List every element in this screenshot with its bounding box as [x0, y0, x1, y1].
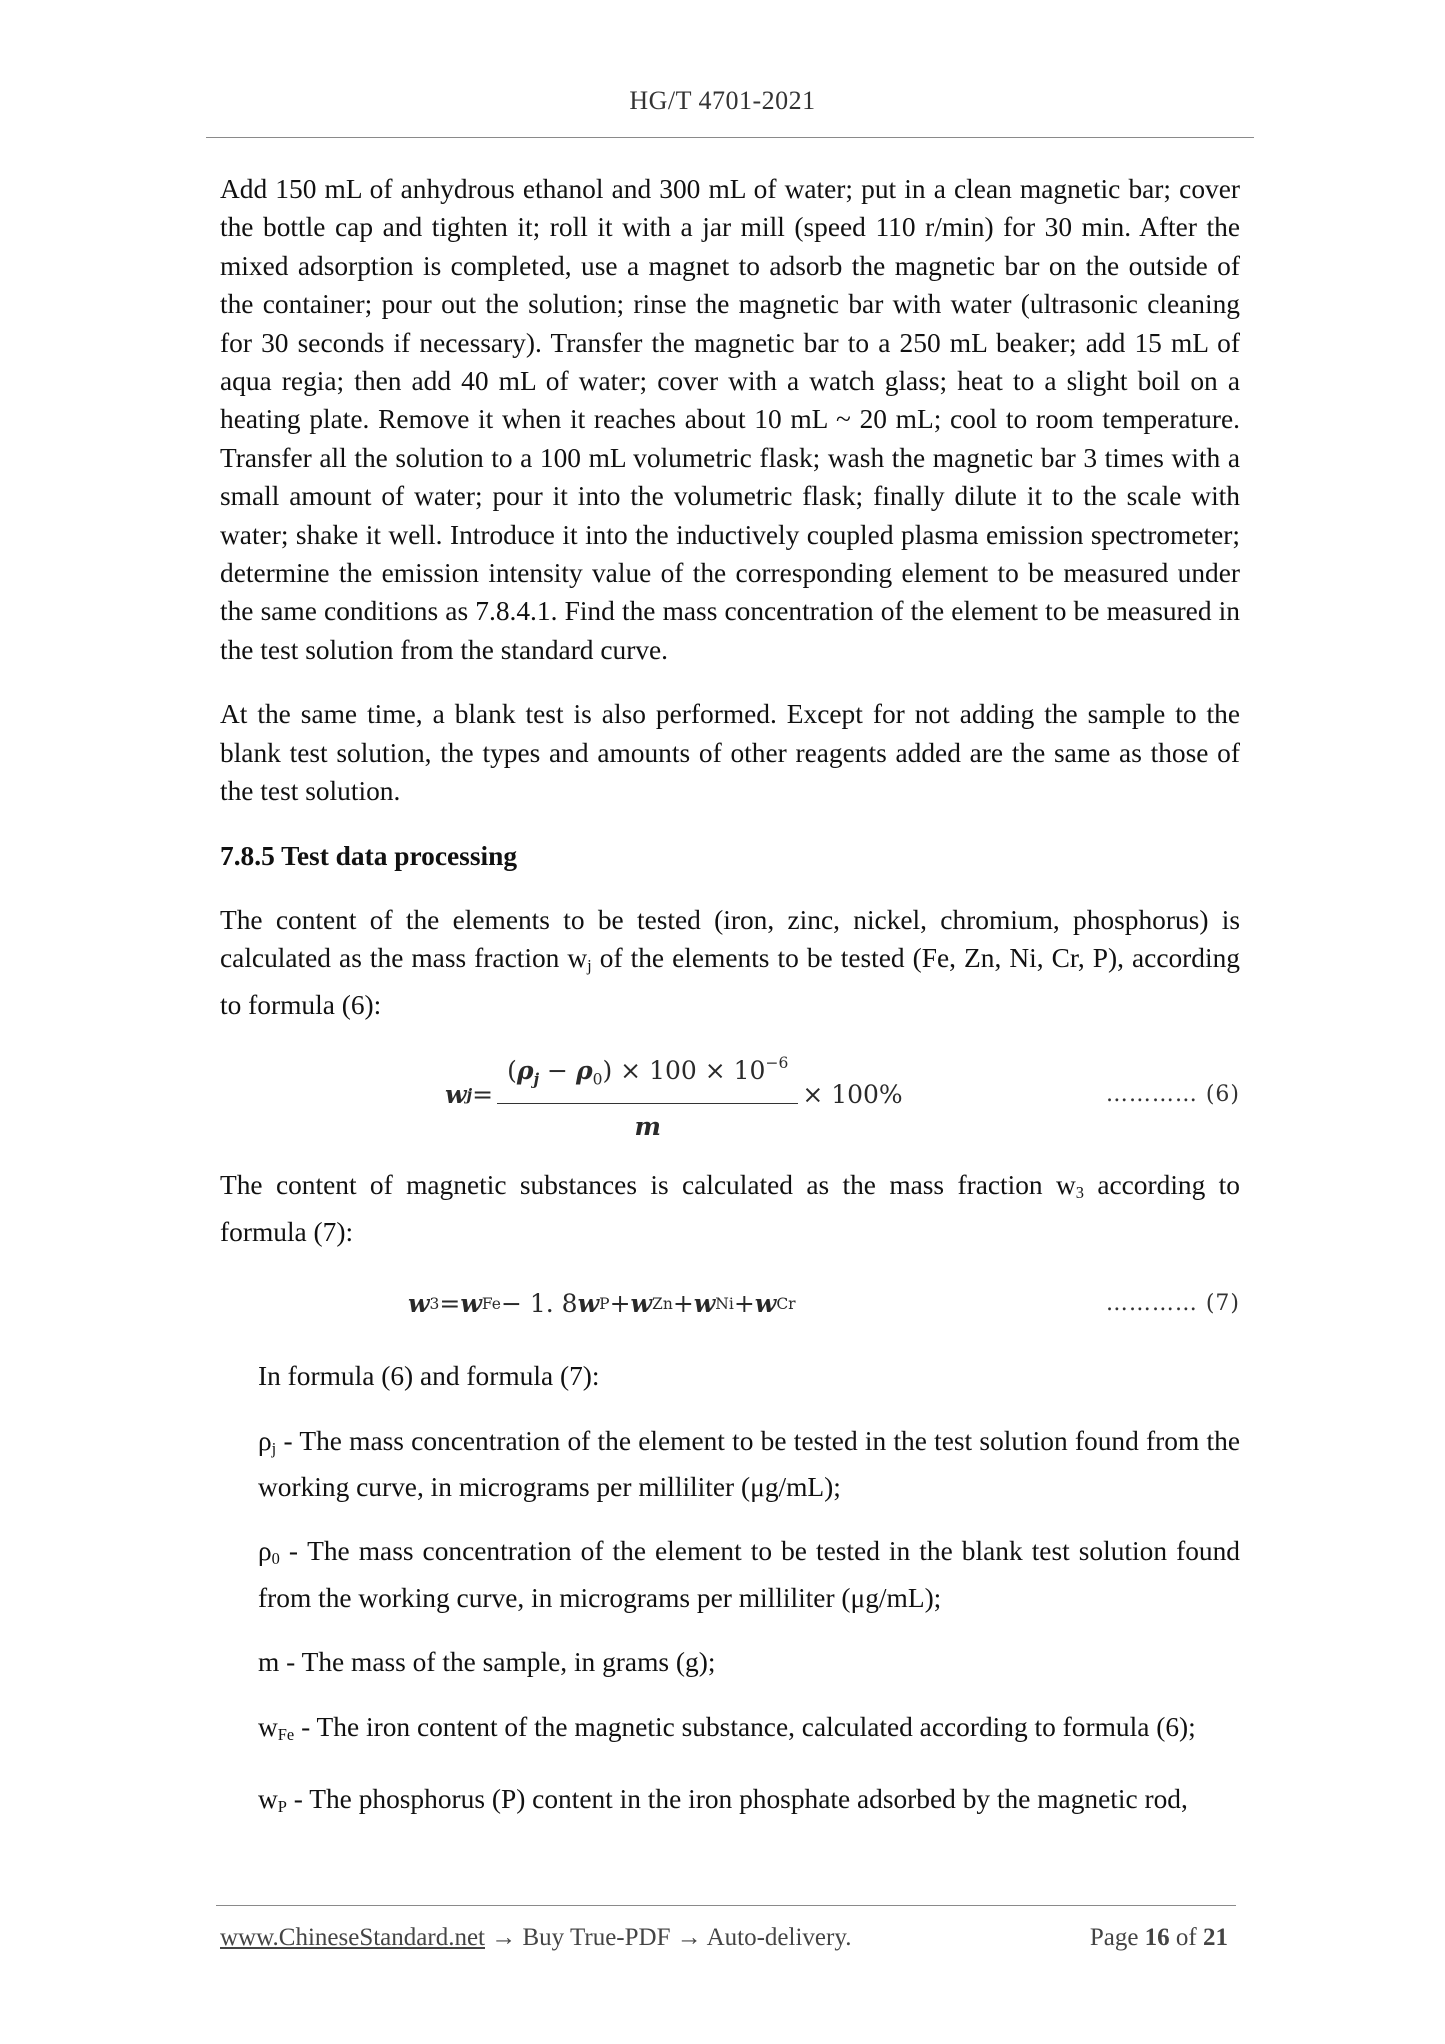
page-header-standard-id: HG/T 4701-2021	[629, 86, 816, 115]
definition-w-p: wP - The phosphorus (P) content in the iron phosphate adsorbed by the magnetic rod,	[258, 1784, 1188, 1817]
definition-m: m - The mass of the sample, in grams (g);	[258, 1647, 716, 1678]
formula-7	[220, 1277, 1240, 1331]
formula-6-number: ………… (6)	[1105, 1082, 1240, 1108]
formula-7-number: ………… (7)	[1105, 1290, 1240, 1316]
formula-6-fraction: $\frac{(\rho_j - \rho_0) \times 100 \times 10^{-6}}{m}$	[497, 1044, 798, 1146]
paragraph-elements-content: The content of the elements to be tested (iron, zinc, nickel, chromium, phosphorus) is calculated as the mass fraction wj of the elements to be tested (Fe, Zn, Ni, Cr, P), according to formula (6):	[220, 904, 1240, 1020]
formula-7-expression: w 3 = w Fe − 1. 8 w P + w Zn + w Ni + w Cr	[408, 1288, 796, 1318]
auto-delivery-text: Auto-delivery.	[706, 1924, 852, 1951]
definition-w-fe: wFe - The iron content of the magnetic substance, calculated according to formula (6);	[258, 1711, 1196, 1744]
definition-rho-j: ρj - The mass concentration of the element to be tested in the test solution found from the working curve, in micrograms per milliliter (μg/mL);	[258, 1425, 1240, 1503]
page-number: Page 16 of 21	[1089, 1924, 1228, 1951]
formula-6-expression: w j = $\frac{(\rho_j - \rho_0) \times 100 \times 10^{-6}}{m}$ × 100%	[445, 1050, 903, 1140]
definition-rho-0: ρ0 - The mass concentration of the element to be tested in the blank test solution found from the working curve, in micrograms per milliliter (μg/mL);	[258, 1536, 1240, 1613]
buy-pdf-text: Buy True-PDF	[522, 1924, 671, 1951]
arrow-icon: →	[485, 1924, 523, 1951]
paragraph-procedure: Add 150 mL of anhydrous ethanol and 300 mL of water; put in a clean magnetic bar; cover the bottle cap and tighten it; roll it with a jar mill (speed 110 r/min) for 30 min. After the mixed adsorption is completed, use a magnet to adsorb the magnetic bar on the outside of the container; pour out the solution; rinse the magnetic bar with water (ultrasonic cleaning for 30 seconds if necessary). Transfer the magnetic bar to a 250 mL beaker; add 15 mL of aqua regia; then add 40 mL of water; cover with a watch glass; heat to a slight boil on a heating plate. Remove it when it reaches about 10 mL ~ 20 mL; cool to room temperature. Transfer all the solution to a 100 mL volumetric flask; wash the magnetic bar 3 times with a small amount of water; pour it into the volumetric flask; finally dilute it to the scale with water; shake it well. Introduce it into the inductively coupled plasma emission spectrometer; determine the emission intensity value of the corresponding element to be measured under the same conditions as 7.8.4.1. Find the mass concentration of the element to be measured in the test solution from the standard curve.	[220, 174, 1240, 665]
page-footer	[220, 1924, 1238, 1964]
paragraph-magnetic-content: The content of magnetic substances is calculated as the mass fraction w3 according to formula (7):	[220, 1170, 1240, 1247]
paragraph-formula-legend: In formula (6) and formula (7):	[258, 1361, 600, 1392]
paragraph-blank-test: At the same time, a blank test is also performed. Except for not adding the sample to the blank test solution, the types and amounts of other reagents added are the same as those of the test solution.	[220, 699, 1240, 807]
document-body	[220, 170, 1240, 1853]
footer-divider	[216, 1905, 1236, 1906]
arrow-icon: →	[670, 1924, 707, 1951]
section-heading: 7.8.5 Test data processing	[220, 840, 518, 871]
formula-6	[220, 1050, 1240, 1140]
header-divider	[206, 137, 1254, 138]
chinese-standard-link[interactable]: www.ChineseStandard.net	[220, 1924, 485, 1951]
footer-links	[220, 1924, 851, 1952]
